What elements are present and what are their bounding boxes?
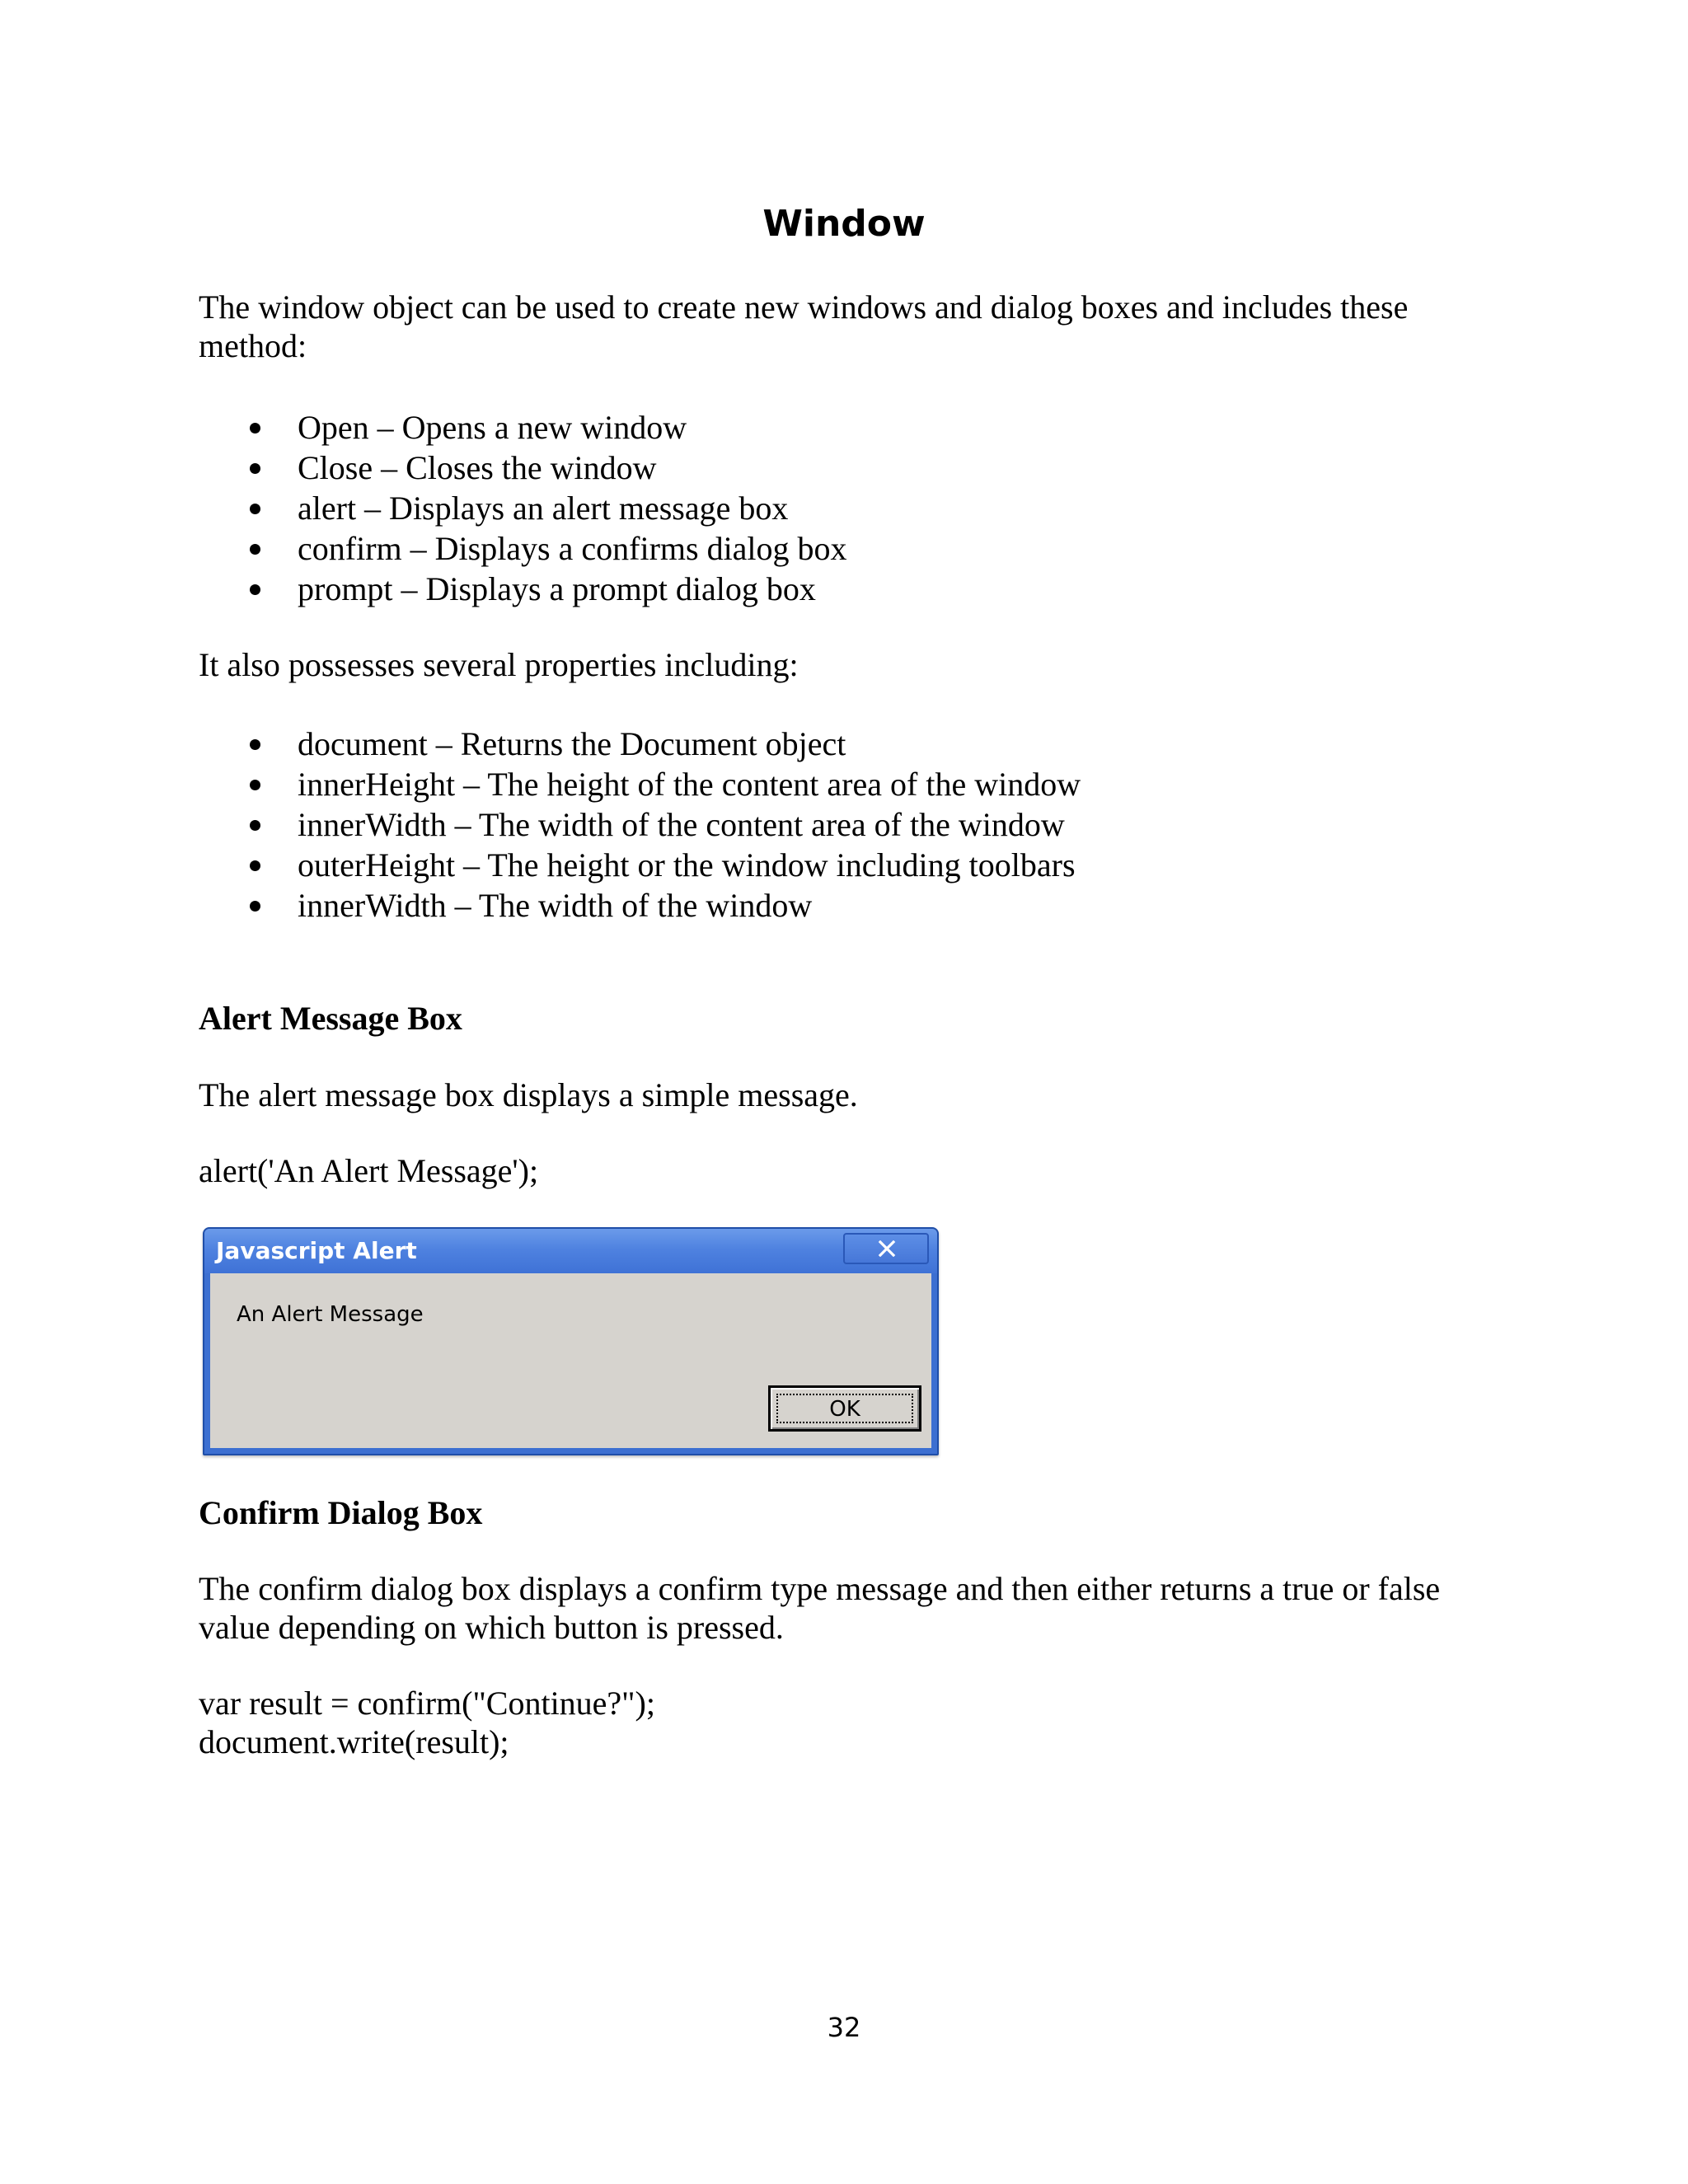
list-item-text: innerWidth – The width of the content area of the window bbox=[298, 806, 1065, 843]
list-item bbox=[199, 528, 847, 569]
bullet-icon bbox=[250, 584, 260, 595]
list-item-text: outerHeight – The height or the window including toolbars bbox=[298, 846, 1076, 883]
dialog-title: Javascript Alert bbox=[216, 1237, 417, 1264]
alert-section-description: The alert message box displays a simple message. bbox=[199, 1076, 858, 1113]
bullet-icon bbox=[250, 463, 260, 474]
bullet-icon bbox=[250, 820, 260, 831]
alert-section-heading: Alert Message Box bbox=[199, 1000, 462, 1037]
list-item bbox=[199, 724, 1081, 764]
dialog-close-button[interactable] bbox=[843, 1233, 929, 1264]
list-item-text: Open – Opens a new window bbox=[298, 409, 687, 446]
close-icon bbox=[878, 1240, 896, 1257]
list-item-text: confirm – Displays a confirms dialog box bbox=[298, 530, 847, 567]
list-item-text: Close – Closes the window bbox=[298, 449, 657, 486]
list-item-text: innerWidth – The width of the window bbox=[298, 887, 813, 924]
list-item bbox=[199, 885, 1081, 926]
list-item bbox=[199, 448, 847, 488]
bullet-icon bbox=[250, 423, 260, 434]
list-item bbox=[199, 569, 847, 609]
confirm-code-line-2: document.write(result); bbox=[199, 1723, 509, 1760]
confirm-section-description: The confirm dialog box displays a confirm type message and then either returns a true or false value depending on which button is pressed. bbox=[199, 1570, 1441, 1646]
list-item-text: alert – Displays an alert message box bbox=[298, 490, 789, 527]
confirm-code-line-1: var result = confirm("Continue?"); bbox=[199, 1685, 655, 1722]
bullet-icon bbox=[250, 901, 260, 912]
list-item bbox=[199, 804, 1081, 845]
dialog-message: An Alert Message bbox=[237, 1302, 424, 1327]
properties-list bbox=[199, 724, 1081, 926]
methods-list bbox=[199, 407, 847, 609]
page-number: 32 bbox=[827, 2012, 861, 2043]
ok-button[interactable] bbox=[768, 1385, 921, 1432]
bullet-icon bbox=[250, 739, 260, 750]
alert-code-snippet: alert('An Alert Message'); bbox=[199, 1152, 539, 1189]
alert-dialog bbox=[203, 1227, 939, 1455]
intro-paragraph: The window object can be used to create new windows and dialog boxes and includes these method: bbox=[199, 288, 1409, 364]
list-item bbox=[199, 488, 847, 528]
dialog-titlebar[interactable] bbox=[204, 1229, 937, 1273]
properties-intro: It also possesses several properties including: bbox=[199, 646, 799, 683]
bullet-icon bbox=[250, 860, 260, 871]
list-item-text: prompt – Displays a prompt dialog box bbox=[298, 570, 816, 607]
bullet-icon bbox=[250, 504, 260, 514]
dialog-body bbox=[210, 1273, 931, 1448]
bullet-icon bbox=[250, 544, 260, 555]
list-item bbox=[199, 845, 1081, 885]
page-title: Window bbox=[762, 203, 926, 245]
list-item bbox=[199, 764, 1081, 804]
confirm-section-heading: Confirm Dialog Box bbox=[199, 1494, 483, 1531]
list-item bbox=[199, 407, 847, 448]
ok-button-label: OK bbox=[776, 1394, 913, 1423]
list-item-text: innerHeight – The height of the content area of the window bbox=[298, 766, 1081, 803]
bullet-icon bbox=[250, 780, 260, 790]
list-item-text: document – Returns the Document object bbox=[298, 725, 846, 762]
